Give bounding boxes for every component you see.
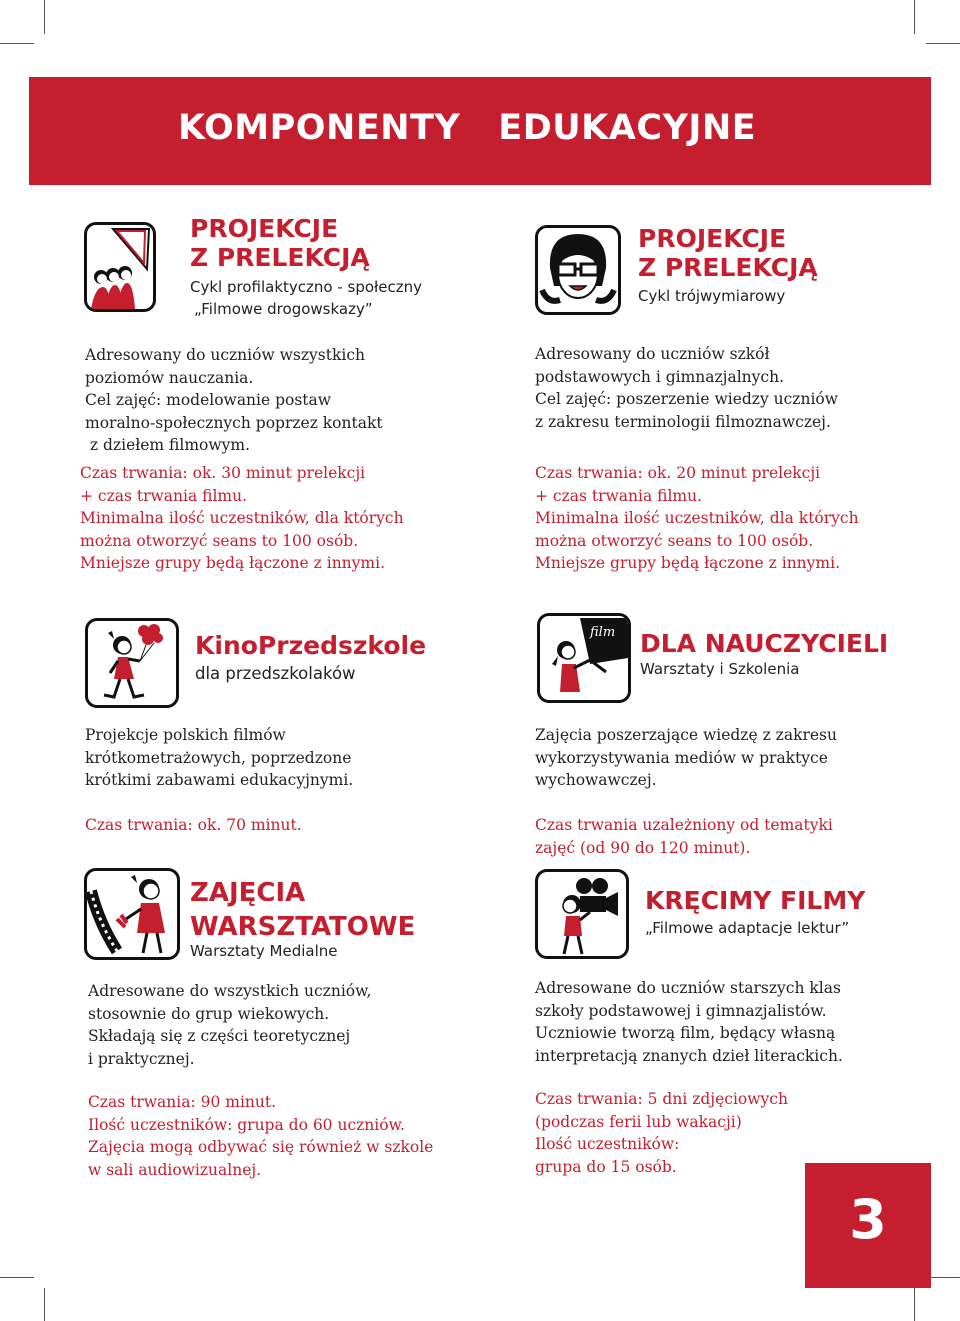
section-description: Zajęcia poszerzające wiedzę z zakresu wykorzystywania mediów w praktyce wychowawczej. — [535, 726, 837, 789]
section-description: Projekcje polskich filmów krótkometrażowych, poprzedzone krótkimi zabawami edukacyjnymi. — [85, 726, 354, 789]
board-text: film — [590, 625, 616, 640]
girl-with-film-strip-icon — [84, 868, 180, 960]
section-subtitle: dla przedszkolaków — [195, 664, 356, 683]
section-details: Czas trwania uzależniony od tematyki zajęć (od 90 do 120 minut). — [535, 816, 833, 857]
section-subtitle: Cykl trójwymiarowy — [638, 287, 786, 305]
crop-mark — [926, 43, 960, 44]
page-number-badge — [805, 1163, 931, 1288]
section-details: Czas trwania: ok. 20 minut prelekcji + czas trwania filmu. Minimalna ilość uczestników, dla których można otworzyć seans to 100 osób. Mniejsze grupy będą łączone z innymi. — [535, 464, 859, 572]
section-title: PROJEKCJE Z PRELEKCJĄ — [190, 214, 370, 272]
crop-mark — [914, 0, 915, 34]
section-details: Czas trwania: ok. 30 minut prelekcji + czas trwania filmu. Minimalna ilość uczestników, dla których można otworzyć seans to 100 osób. Mniejsze grupy będą łączone z innymi. — [80, 464, 404, 572]
crop-mark — [44, 1288, 45, 1321]
crop-mark — [0, 43, 34, 44]
crop-mark — [0, 1277, 34, 1278]
section-subtitle: „Filmowe adaptacje lektur” — [645, 919, 850, 937]
crop-mark — [914, 1288, 915, 1321]
section-description: Adresowane do uczniów starszych klas szkoły podstawowej i gimnazjalistów. Uczniowie tworzą film, będący własną interpretacją znanych dzieł literackich. — [535, 979, 843, 1065]
section-title: KinoPrzedszkole — [195, 631, 427, 660]
section-title: KRĘCIMY FILMY — [645, 886, 866, 915]
section-details: Czas trwania: 5 dni zdjęciowych (podczas ferii lub wakacji) Ilość uczestników: grupa do 15 osób. — [535, 1090, 788, 1176]
section-title: PROJEKCJE Z PRELEKCJĄ — [638, 224, 818, 282]
section-subtitle: Warsztaty Medialne — [190, 942, 338, 960]
section-description: Adresowany do uczniów szkół podstawowych i gimnazjalnych. Cel zajęć: poszerzenie wiedzy uczniów z zakresu terminologii filmoznawczej. — [535, 345, 839, 431]
section-details: Czas trwania: ok. 70 minut. — [85, 816, 302, 834]
section-subtitle: Warsztaty i Szkolenia — [640, 660, 800, 678]
page-number: 3 — [849, 1188, 887, 1251]
crop-mark — [44, 0, 45, 34]
3d-glasses-girl-icon — [535, 225, 621, 315]
girl-with-balloons-icon — [85, 618, 179, 708]
section-subtitle: Cykl profilaktyczno - społeczny „Filmowe drogowskazy” — [190, 278, 423, 318]
section-details: Czas trwania: 90 minut. Ilość uczestników: grupa do 60 uczniów. Zajęcia mogą odbywać się również w szkole w sali audiowizualnej. — [88, 1093, 434, 1179]
page-title: KOMPONENTY EDUKACYJNE — [178, 108, 757, 148]
section-title: DLA NAUCZYCIELI — [640, 629, 889, 658]
crop-mark — [926, 1277, 960, 1278]
cinema-audience-icon — [84, 222, 156, 312]
section-title: ZAJĘCIA WARSZTATOWE — [190, 878, 416, 942]
film-camera-operator-icon — [535, 869, 629, 959]
section-description: Adresowane do wszystkich uczniów, stosownie do grup wiekowych. Składają się z części teoretycznej i praktycznej. — [88, 982, 372, 1068]
teacher-board-icon — [537, 613, 631, 703]
header-banner — [29, 77, 931, 185]
section-description: Adresowany do uczniów wszystkich poziomów nauczania. Cel zajęć: modelowanie postaw moralno-społecznych poprzez kontakt z dziełem filmowym. — [85, 346, 383, 454]
